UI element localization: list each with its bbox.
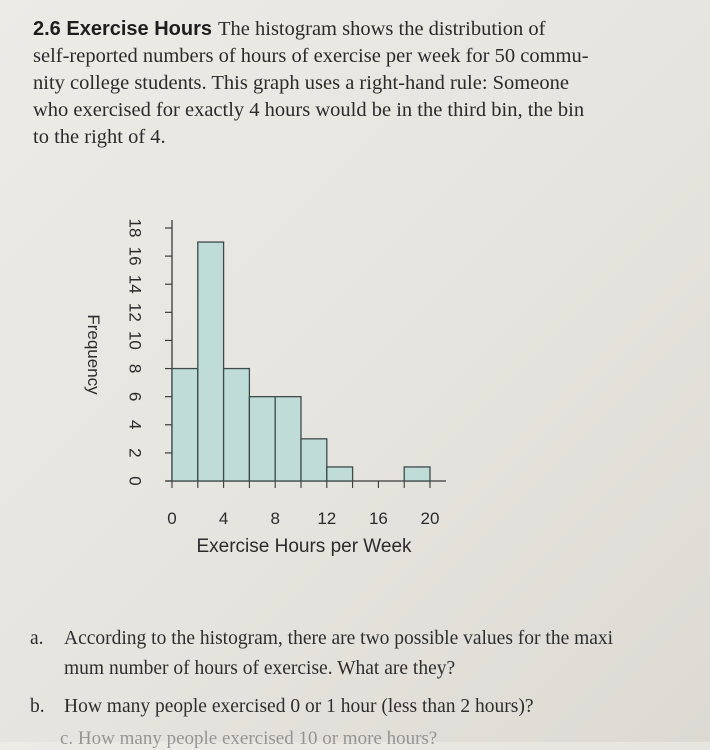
exercise-line-2: self-reported numbers of hours of exercise per week for 50 commu- <box>33 45 589 67</box>
y-tick-label: 0 <box>125 476 145 486</box>
exercise-line-5: to the right of 4. <box>33 126 166 148</box>
y-tick-label: 6 <box>125 391 145 402</box>
x-tick-label: 20 <box>420 509 440 528</box>
x-tick-label: 16 <box>368 509 388 528</box>
y-tick-label: 12 <box>125 302 145 322</box>
y-tick-label: 2 <box>125 448 145 458</box>
exercise-line-1: The histogram shows the distribution of <box>218 18 546 40</box>
y-tick-label: 4 <box>125 420 145 430</box>
exercise-line-4: who exercised for exactly 4 hours would be in the third bin, the bin <box>33 99 585 121</box>
y-axis-label: Frequency <box>84 314 103 395</box>
exercise-line-3: nity college students. This graph uses a right-hand rule: Someone <box>33 72 569 94</box>
y-tick-label: 10 <box>125 330 145 350</box>
histogram-bar <box>404 467 430 481</box>
y-tick-label: 18 <box>125 218 145 238</box>
x-tick-label: 8 <box>270 509 280 528</box>
histogram-bar <box>275 397 301 481</box>
histogram-bar <box>198 242 224 481</box>
question-b-text: How many people exercised 0 or 1 hour (less than 2 hours)? <box>64 696 534 717</box>
y-tick-label: 14 <box>125 274 145 294</box>
histogram-bar <box>327 467 353 481</box>
histogram-bar <box>301 439 327 481</box>
question-a-text-1: According to the histogram, there are two possible values for the maxi <box>64 628 614 649</box>
questions-block <box>30 624 710 722</box>
histogram-bar <box>172 369 198 481</box>
y-tick-label: 16 <box>125 246 145 266</box>
x-tick-label: 0 <box>167 509 177 528</box>
x-tick-label: 12 <box>317 509 337 528</box>
histogram-bar <box>224 369 250 481</box>
question-a-text-2: mum number of hours of exercise. What are they? <box>64 658 456 679</box>
x-tick-label: 4 <box>218 509 229 528</box>
exercise-heading: 2.6 Exercise Hours <box>33 18 213 40</box>
question-a: a. According to the histogram, there are two possible values for the maxi <box>30 624 710 654</box>
question-b: b. How many people exercised 0 or 1 hour (less than 2 hours)? <box>30 692 710 722</box>
x-axis-label: Exercise Hours per Week <box>196 536 412 557</box>
histogram-bar <box>249 397 275 481</box>
question-c-partial: c. How many people exercised 10 or more hours? <box>60 728 438 749</box>
y-tick-label: 8 <box>125 363 145 374</box>
